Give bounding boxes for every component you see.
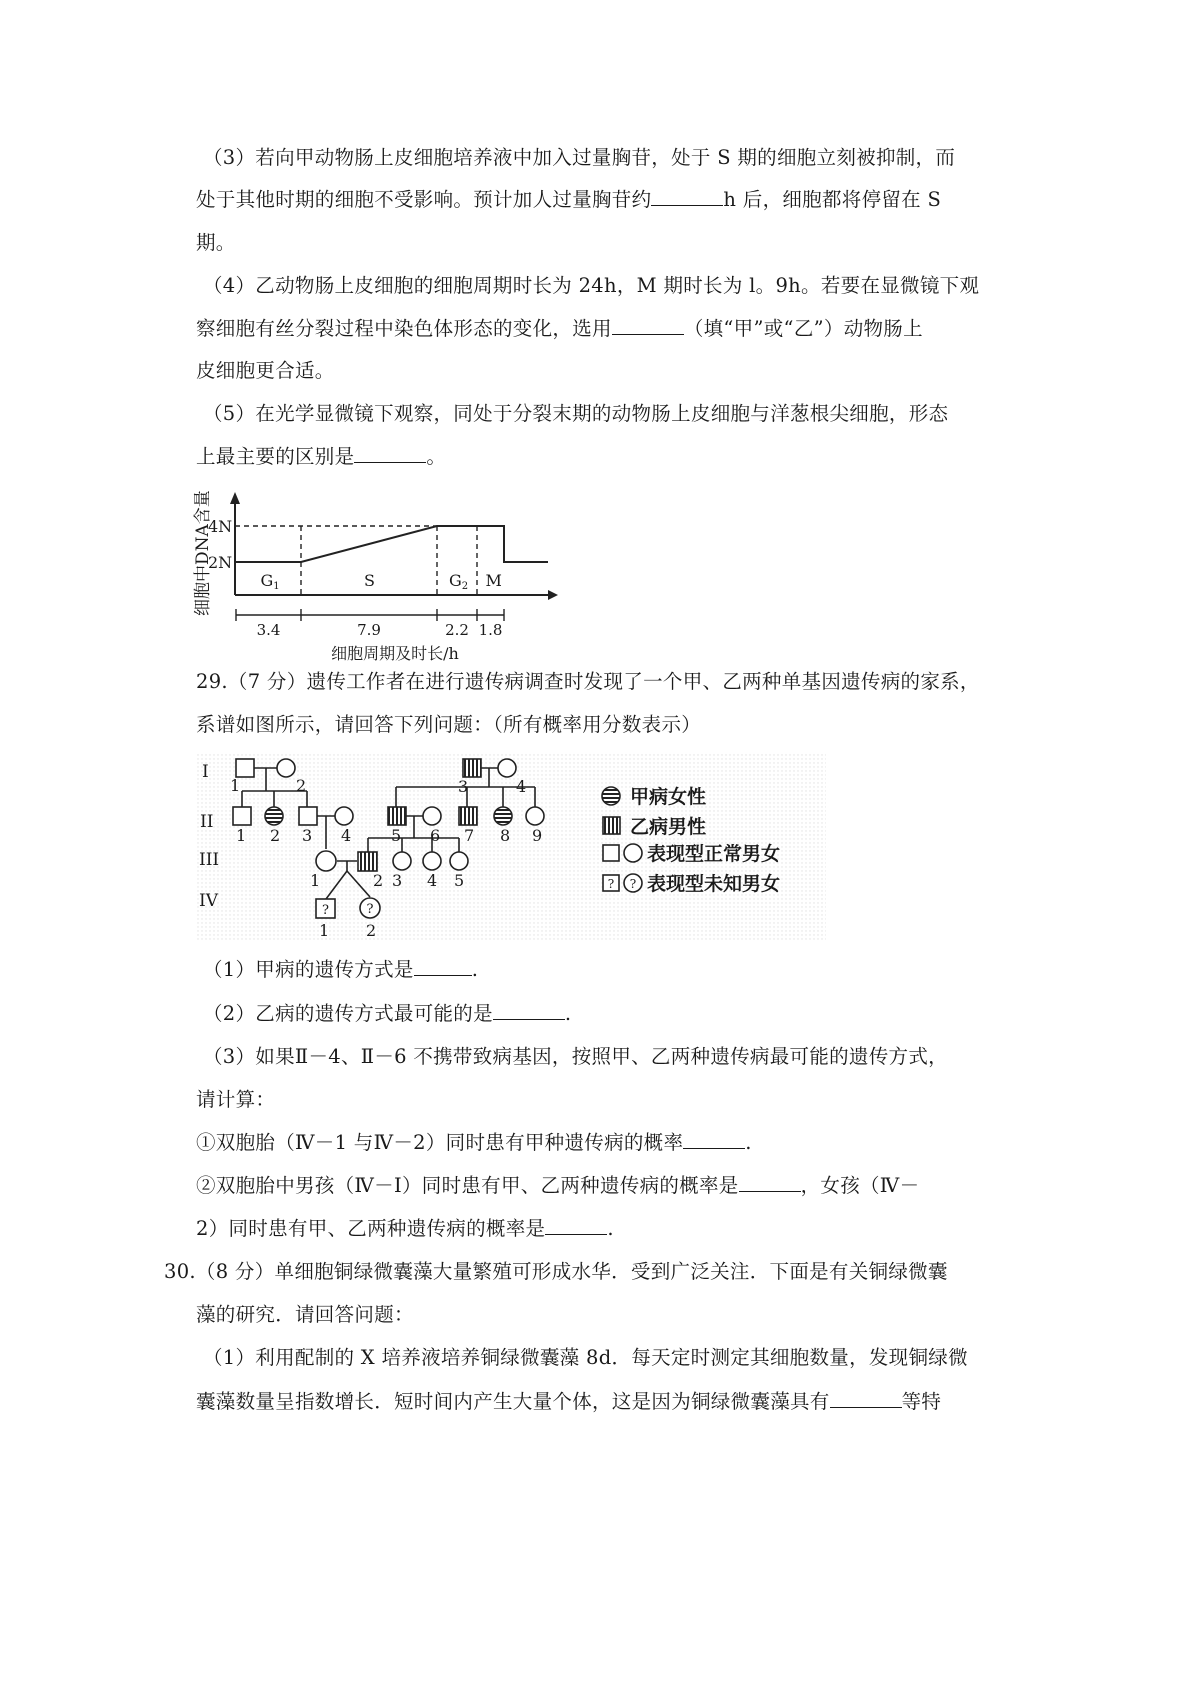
q29-c1-end: . [745, 1131, 752, 1154]
q28-p3-text-b: h 后，细胞都将停留在 S [723, 188, 942, 211]
generation-label: I [202, 762, 209, 782]
q30-s1-line2 [196, 1388, 941, 1416]
id-number: 5 [454, 871, 465, 890]
legend-label: 乙病男性 [630, 816, 707, 838]
q28-p5-line1: （5）在光学显微镜下观察，同处于分裂末期的动物肠上皮细胞与洋葱根尖细胞，形态 [203, 402, 949, 425]
phase-label: S [364, 571, 375, 590]
phase-label: G1 [260, 571, 280, 592]
q29-s2-text: （2）乙病的遗传方式最可能的是 [203, 1002, 493, 1025]
female-normal-symbol [277, 759, 295, 777]
q29-s3-line1: （3）如果Ⅱ－4、Ⅱ－6 不携带致病基因，按照甲、乙两种遗传病最可能的遗传方式， [203, 1045, 948, 1068]
answer-blank[interactable] [354, 444, 426, 463]
id-number: 8 [500, 826, 511, 845]
id-number: 9 [532, 826, 543, 845]
q29-c3-text: 2）同时患有甲、乙两种遗传病的概率是 [196, 1217, 546, 1240]
answer-blank[interactable] [651, 187, 723, 206]
q28-p5-text-b: 。 [426, 445, 447, 468]
answer-blank[interactable] [739, 1173, 801, 1192]
q29-c3 [196, 1215, 614, 1243]
id-number: 6 [430, 826, 441, 845]
id-number: 1 [319, 921, 330, 940]
female-normal-symbol [335, 807, 353, 825]
id-number: 1 [230, 776, 241, 795]
male-disease-b-symbol [388, 807, 406, 825]
unknown-mark: ? [322, 903, 329, 918]
legend-male-normal-icon [603, 845, 619, 861]
phase-label: G2 [449, 571, 469, 592]
female-normal-symbol [423, 852, 441, 870]
unknown-mark: ? [366, 902, 374, 917]
duration-label: 7.9 [357, 621, 381, 639]
id-number: 1 [236, 826, 247, 845]
q28-p4-line1: （4）乙动物肠上皮细胞的细胞周期时长为 24h，M 期时长为 l。9h。若要在显微镜下观 [203, 274, 980, 297]
q28-p5-text-a: 上最主要的区别是 [196, 445, 355, 468]
y-axis-arrow [230, 492, 240, 504]
female-normal-symbol [316, 851, 336, 871]
q28-p5-line2 [196, 443, 446, 471]
id-number: 2 [373, 871, 384, 890]
q30-s1-text-a: 囊藻数量呈指数增长．短时间内产生大量个体，这是因为铜绿微囊藻具有 [196, 1390, 830, 1413]
q28-p4-text-a: 察细胞有丝分裂过程中染色体形态的变化，选用 [196, 317, 612, 340]
duration-label: 2.2 [445, 621, 469, 639]
id-number: 5 [391, 826, 402, 845]
dna-content-chart [180, 478, 580, 663]
female-disease-a-symbol [494, 807, 512, 825]
q29-c3-end: . [607, 1217, 614, 1240]
male-disease-b-symbol [459, 807, 477, 825]
q28-p4-line3: 皮细胞更合适。 [196, 359, 335, 382]
q29-c1-text: ①双胞胎（Ⅳ－1 与Ⅳ－2）同时患有甲种遗传病的概率 [196, 1131, 684, 1154]
legend-label: 表现型未知男女 [647, 873, 781, 895]
male-normal-symbol [299, 807, 317, 825]
q30-s1-text-b: 等特 [901, 1390, 942, 1413]
female-normal-symbol [393, 852, 411, 870]
pedigree-chart [196, 753, 826, 941]
male-normal-symbol [233, 807, 251, 825]
q30-line1: 30.（8 分）单细胞铜绿微囊藻大量繁殖可形成水华．受到广泛关注．下面是有关铜绿微囊 [164, 1260, 948, 1283]
q28-p3-line1: （3）若向甲动物肠上皮细胞培养液中加入过量胸苷，处于 S 期的细胞立刻被抑制，而 [203, 146, 956, 169]
legend-female-disease-a-icon [602, 787, 620, 805]
q28-p3-text-a: 处于其他时期的细胞不受影响。预计加人过量胸苷约 [196, 188, 652, 211]
phase-label: M [485, 571, 502, 590]
id-number: 2 [296, 776, 307, 795]
q28-p3-line2 [196, 186, 941, 214]
answer-blank[interactable] [493, 1001, 565, 1020]
male-disease-b-symbol [358, 852, 377, 871]
q29-c2 [196, 1172, 919, 1200]
duration-label: 3.4 [256, 621, 281, 639]
x-axis-label: 细胞周期及时长/h [331, 644, 459, 663]
id-number: 2 [366, 921, 377, 940]
q29-line1: 29.（7 分）遗传工作者在进行遗传病调查时发现了一个甲、乙两种单基因遗传病的家系， [196, 670, 980, 693]
answer-blank[interactable] [683, 1130, 745, 1149]
q30-line2: 藻的研究．请回答问题： [196, 1303, 414, 1326]
y-axis-label: 细胞中DNA含量 [193, 490, 213, 616]
id-number: 1 [310, 871, 321, 890]
answer-blank[interactable] [612, 316, 684, 335]
q28-p4-text-b: （填“甲”或“乙”）动物肠上 [683, 317, 923, 340]
q28-p4-line2 [196, 315, 923, 343]
legend-male-disease-b-icon [603, 817, 620, 834]
answer-blank[interactable] [545, 1216, 607, 1235]
female-normal-symbol [423, 807, 441, 825]
female-normal-symbol [450, 852, 468, 870]
q29-s1 [203, 956, 478, 984]
id-number: 3 [392, 871, 403, 890]
q29-s2-end: . [564, 1002, 572, 1025]
id-number: 4 [341, 826, 352, 845]
id-number: 4 [516, 777, 527, 796]
duration-label: 1.8 [478, 621, 503, 639]
q29-s1-end: . [471, 958, 479, 981]
y-tick-label: 2N [208, 553, 233, 572]
id-number: 2 [270, 826, 281, 845]
generation-label: II [200, 812, 214, 832]
chart-plot [208, 492, 558, 663]
y-tick-label: 4N [208, 517, 233, 536]
x-axis-arrow [548, 590, 558, 600]
female-normal-symbol [526, 807, 544, 825]
id-number: 3 [302, 826, 313, 845]
male-normal-symbol [236, 759, 254, 777]
unknown-mark: ? [629, 877, 637, 891]
female-normal-symbol [498, 759, 516, 777]
generation-label: III [199, 850, 220, 870]
q29-s2 [203, 1000, 571, 1028]
legend-female-normal-icon [624, 844, 642, 862]
q29-s3-line2: 请计算： [196, 1088, 276, 1111]
dna-content-line [236, 526, 548, 562]
q29-c2-text-b: ，女孩（Ⅳ－ [800, 1174, 920, 1197]
q30-s1-line1: （1）利用配制的 X 培养液培养铜绿微囊藻 8d．每天定时测定其细胞数量，发现铜绿微 [203, 1346, 968, 1369]
answer-blank[interactable] [414, 957, 472, 976]
legend-label: 表现型正常男女 [647, 843, 781, 865]
male-disease-b-symbol [463, 759, 481, 777]
generation-label: IV [199, 891, 218, 911]
q28-p3-line3: 期。 [196, 231, 236, 254]
female-disease-a-symbol [265, 807, 283, 825]
answer-blank[interactable] [830, 1389, 902, 1408]
unknown-mark: ? [607, 877, 615, 891]
legend-label: 甲病女性 [630, 786, 707, 808]
id-number: 3 [458, 777, 469, 796]
q29-c1 [196, 1129, 752, 1157]
id-number: 4 [427, 871, 438, 890]
q29-s1-text: （1）甲病的遗传方式是 [203, 958, 414, 981]
q29-line2: 系谱如图所示，请回答下列问题：（所有概率用分数表示） [196, 713, 702, 736]
id-number: 7 [464, 826, 475, 845]
q29-c2-text: ②双胞胎中男孩（Ⅳ－I）同时患有甲、乙两种遗传病的概率是 [196, 1174, 739, 1197]
